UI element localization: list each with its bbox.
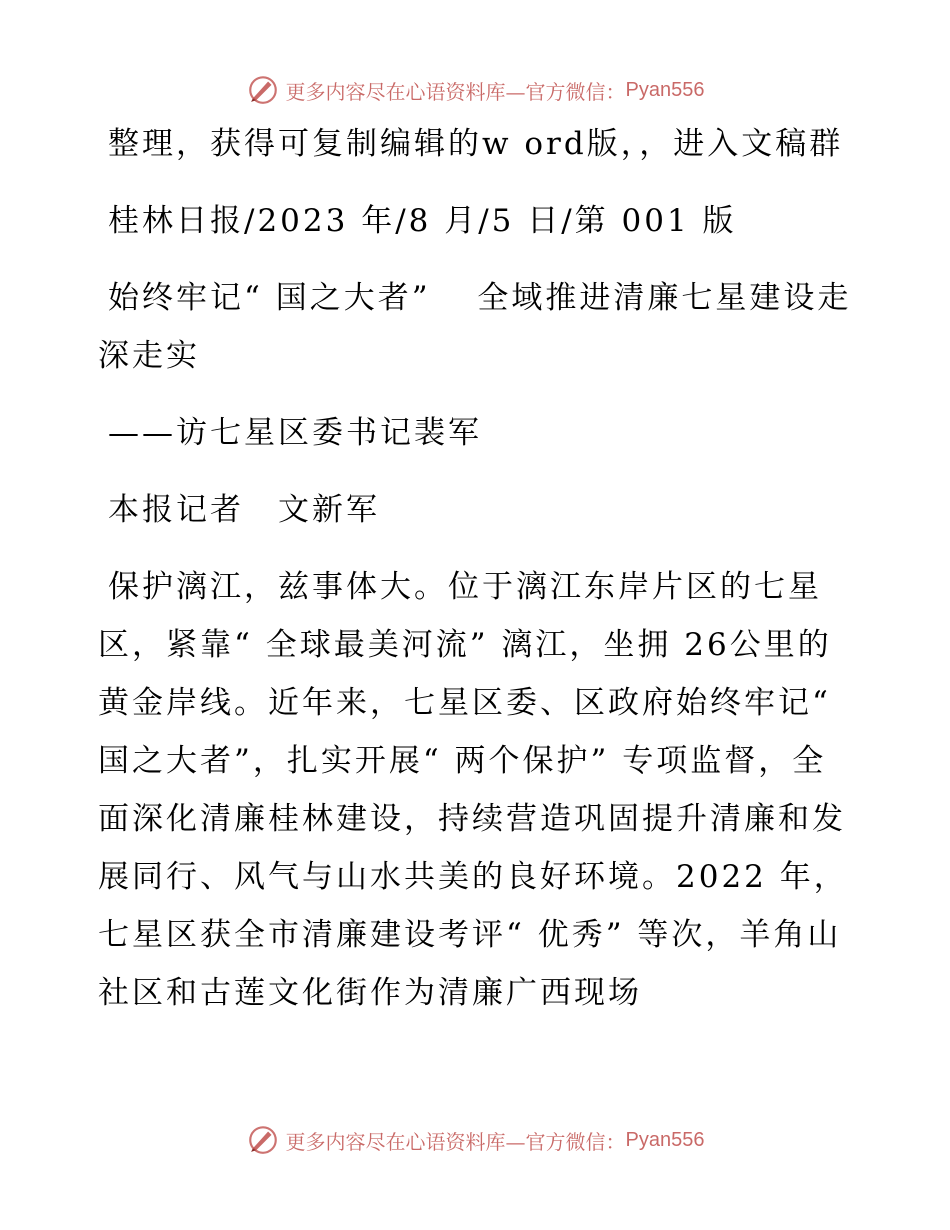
watermark-id: Pyan556 <box>625 78 705 101</box>
pen-logo-icon <box>246 73 280 107</box>
watermark-id: Pyan556 <box>625 1128 705 1151</box>
paragraph-note: 整理，获得可复制编辑的w ord版，，进入文稿群 <box>108 126 844 162</box>
document-body <box>98 115 858 1041</box>
article-title: 始终牢记“ 国之大者” 全域推进清廉七星建设走深走实 <box>98 280 852 374</box>
watermark-text: 更多内容尽在心语资料库—官方微信： <box>285 79 626 104</box>
article-byline: 本报记者 文新军 <box>108 492 380 528</box>
header-watermark <box>0 70 950 110</box>
pen-logo-icon <box>246 1123 280 1157</box>
watermark-text: 更多内容尽在心语资料库—官方微信： <box>285 1129 626 1154</box>
paragraph-source: 桂林日报/2023 年/8 月/5 日/第 001 版 <box>108 203 737 239</box>
footer-watermark <box>0 1120 950 1160</box>
paragraph-body: 保护漓江，兹事体大。位于漓江东岸片区的七星区，紧靠“ 全球最美河流” 漓江，坐拥 26公里的黄金岸线。近年来，七星区委、区政府始终牢记“ 国之大者”，扎实开展“ 两个保护” 专项监督，全面深化清廉桂林建设，持续营造巩固提升清廉和发展同行、风气与山水共美的良好环境。2022 年，七星区获全市清廉建设考评“ 优秀” 等次，羊角山社区和古莲文化街作为清廉广西现场 <box>98 569 848 1011</box>
article-subtitle: ——访七星区委书记裴军 <box>108 415 482 451</box>
